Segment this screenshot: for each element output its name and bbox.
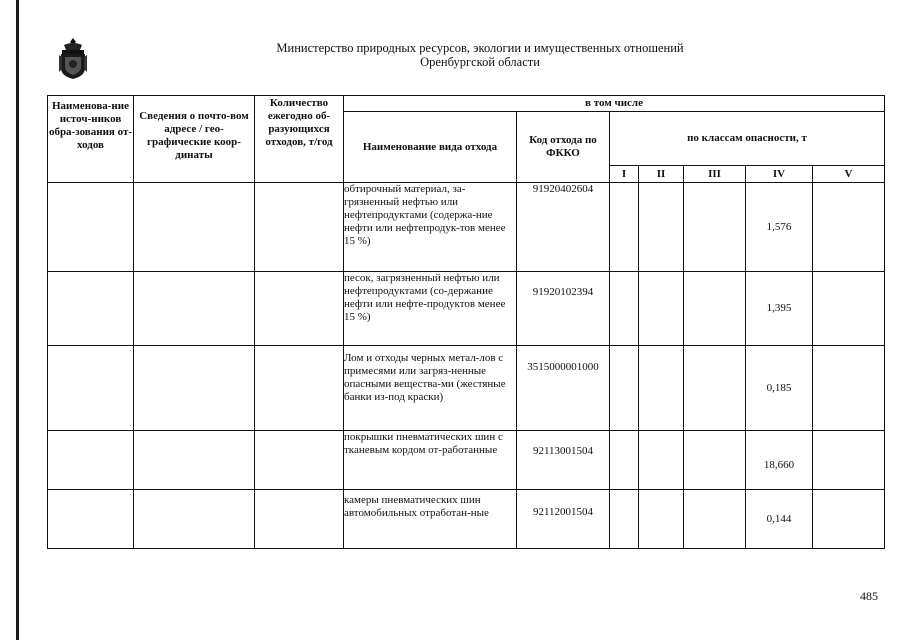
class-header: IV (746, 166, 813, 183)
class-ii-cell (639, 183, 684, 272)
class-v-cell (813, 183, 885, 272)
scan-left-edge (16, 0, 19, 640)
class-iii-cell (684, 183, 746, 272)
table-row (48, 272, 885, 346)
class-i-cell (610, 183, 639, 272)
waste-name-cell: покрышки пневматических шин с тканевым кордом от-работанные (344, 431, 517, 490)
class-iv-cell: 1,576 (746, 183, 813, 272)
col-address-header: Сведения о почто-вом адресе / гео-графические коор-динаты (134, 96, 255, 183)
quantity-cell (255, 431, 344, 490)
waste-code-cell: 92113001504 (517, 431, 610, 490)
col-code-header: Код отхода по ФККО (517, 112, 610, 183)
region-name: Оренбургской области (420, 55, 540, 69)
waste-code-cell: 3515000001000 (517, 346, 610, 431)
class-ii-cell (639, 431, 684, 490)
waste-code-cell: 91920402604 (517, 183, 610, 272)
source-cell (48, 272, 134, 346)
class-iii-cell (684, 346, 746, 431)
waste-code-cell: 91920102394 (517, 272, 610, 346)
source-cell (48, 346, 134, 431)
class-ii-cell (639, 346, 684, 431)
class-iv-cell: 1,395 (746, 272, 813, 346)
source-cell (48, 490, 134, 549)
quantity-cell (255, 183, 344, 272)
source-cell (48, 183, 134, 272)
address-cell (134, 490, 255, 549)
quantity-cell (255, 346, 344, 431)
class-ii-cell (639, 272, 684, 346)
class-header: I (610, 166, 639, 183)
ministry-name: Министерство природных ресурсов, экологии и имущественных отношений (276, 41, 684, 55)
waste-name-cell: песок, загрязненный нефтью или нефтепродуктами (со-держание нефти или нефте-продуктов менее 15 %) (344, 272, 517, 346)
col-waste-name-header: Наименование вида отхода (344, 112, 517, 183)
quantity-cell (255, 490, 344, 549)
address-cell (134, 431, 255, 490)
class-v-cell (813, 272, 885, 346)
class-iv-cell: 0,144 (746, 490, 813, 549)
class-i-cell (610, 346, 639, 431)
class-iii-cell (684, 490, 746, 549)
class-i-cell (610, 272, 639, 346)
class-iv-cell: 18,660 (746, 431, 813, 490)
waste-table (47, 95, 885, 549)
class-iii-cell (684, 272, 746, 346)
class-v-cell (813, 346, 885, 431)
waste-name-cell: обтирочный материал, за-грязненный нефтью или нефтепродуктами (содержа-ние нефти или нефтепродук-тов менее 15 %) (344, 183, 517, 272)
class-header: V (813, 166, 885, 183)
class-header: II (639, 166, 684, 183)
class-v-cell (813, 490, 885, 549)
page-number: 485 (860, 589, 878, 603)
table-row (48, 431, 885, 490)
quantity-cell (255, 272, 344, 346)
class-header: III (684, 166, 746, 183)
waste-name-cell: Лом и отходы черных метал-лов с примесями или загряз-ненные опасными вещества-ми (жестяные банки из-под краски) (344, 346, 517, 431)
coat-of-arms-icon (58, 37, 88, 80)
group-hazard-header: по классам опасности, т (610, 112, 885, 166)
waste-code-cell: 92112001504 (517, 490, 610, 549)
class-i-cell (610, 490, 639, 549)
waste-name-cell: камеры пневматических шин автомобильных отработан-ные (344, 490, 517, 549)
address-cell (134, 272, 255, 346)
address-cell (134, 346, 255, 431)
class-i-cell (610, 431, 639, 490)
class-iii-cell (684, 431, 746, 490)
col-quantity-header: Количество ежегодно об-разующихся отходов, т/год (255, 96, 344, 183)
class-ii-cell (639, 490, 684, 549)
col-source-header: Наименова-ние источ-ников обра-зования от-ходов (48, 96, 134, 183)
table-row (48, 183, 885, 272)
document-header (180, 41, 780, 69)
table-row (48, 490, 885, 549)
class-iv-cell: 0,185 (746, 346, 813, 431)
class-v-cell (813, 431, 885, 490)
source-cell (48, 431, 134, 490)
group-including-header: в том числе (344, 96, 885, 112)
table-row (48, 346, 885, 431)
address-cell (134, 183, 255, 272)
